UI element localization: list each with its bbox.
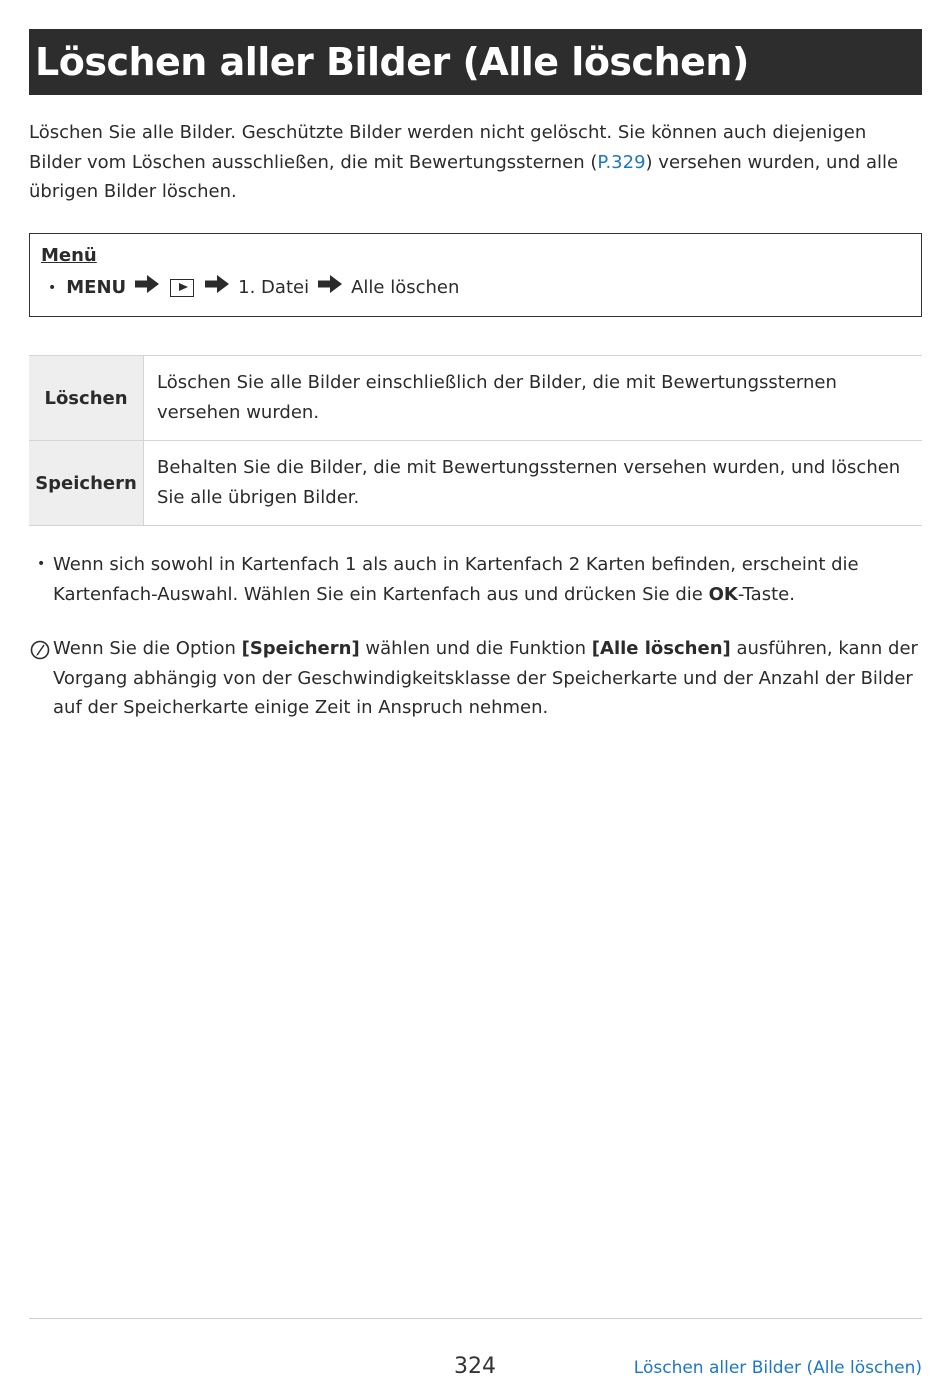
menu-path — [41, 275, 910, 300]
menu-step-final: Alle löschen — [351, 276, 460, 298]
menu-key: MENU — [66, 276, 127, 298]
info-text-1: Wenn Sie die Option — [53, 638, 242, 659]
option-description: Behalten Sie die Bilder, die mit Bewertungssternen versehen wurden, und löschen Sie alle übrigen Bilder. — [144, 441, 923, 526]
option-label: Speichern — [29, 441, 144, 526]
arrow-right-icon — [205, 275, 229, 300]
page-title: Löschen aller Bilder (Alle löschen) — [35, 40, 749, 84]
page-number: 324 — [454, 1354, 496, 1379]
note-text-1: Wenn sich sowohl in Kartenfach 1 als auch in Kartenfach 2 Karten befinden, erscheint die Kartenfach-Auswahl. Wählen Sie ein Kartenfach aus und drücken Sie die — [53, 554, 859, 605]
option-description: Löschen Sie alle Bilder einschließlich der Bilder, die mit Bewertungssternen versehen wurden. — [144, 356, 923, 441]
playback-icon — [170, 279, 194, 297]
option-alle-loeschen: [Alle löschen] — [591, 638, 731, 659]
note-text-2: -Taste. — [737, 583, 795, 605]
page-reference-link[interactable]: P.329 — [597, 151, 646, 173]
menu-box — [29, 233, 922, 317]
table-row — [29, 356, 922, 441]
footer-section-link[interactable]: Löschen aller Bilder (Alle löschen) — [633, 1358, 922, 1378]
option-label: Löschen — [29, 356, 144, 441]
intro-text-2: ) versehen wurden, und alle übrigen Bilder löschen. — [29, 151, 899, 202]
bullet: • — [37, 556, 46, 572]
info-text-2: wählen und die Funktion — [359, 638, 592, 659]
arrow-right-icon — [135, 275, 159, 300]
intro-text-1: Löschen Sie alle Bilder. Geschützte Bilder werden nicht gelöscht. Sie können auch diejenigen Bilder vom Löschen ausschließen, die mit Bewertungssternen ( — [29, 122, 867, 173]
menu-heading: Menü — [41, 245, 97, 266]
arrow-right-icon — [318, 275, 342, 300]
info-text-3: ausführen, kann der Vorgang abhängig von der Geschwindigkeitsklasse der Speicherkarte und der Anzahl der Bilder auf der Speicherkarte einige Zeit in Anspruch nehmen. — [53, 638, 918, 718]
menu-step-file: 1. Datei — [238, 276, 310, 298]
intro-paragraph — [29, 118, 909, 207]
info-note — [29, 634, 919, 723]
info-note-icon — [30, 640, 50, 670]
options-table — [29, 355, 922, 526]
table-row — [29, 441, 922, 526]
bullet: • — [48, 279, 57, 296]
card-slot-note — [29, 550, 909, 609]
ok-key: OK — [708, 583, 738, 605]
option-speichern: [Speichern] — [241, 638, 360, 659]
title-bar — [29, 29, 922, 95]
footer-divider — [29, 1318, 922, 1319]
